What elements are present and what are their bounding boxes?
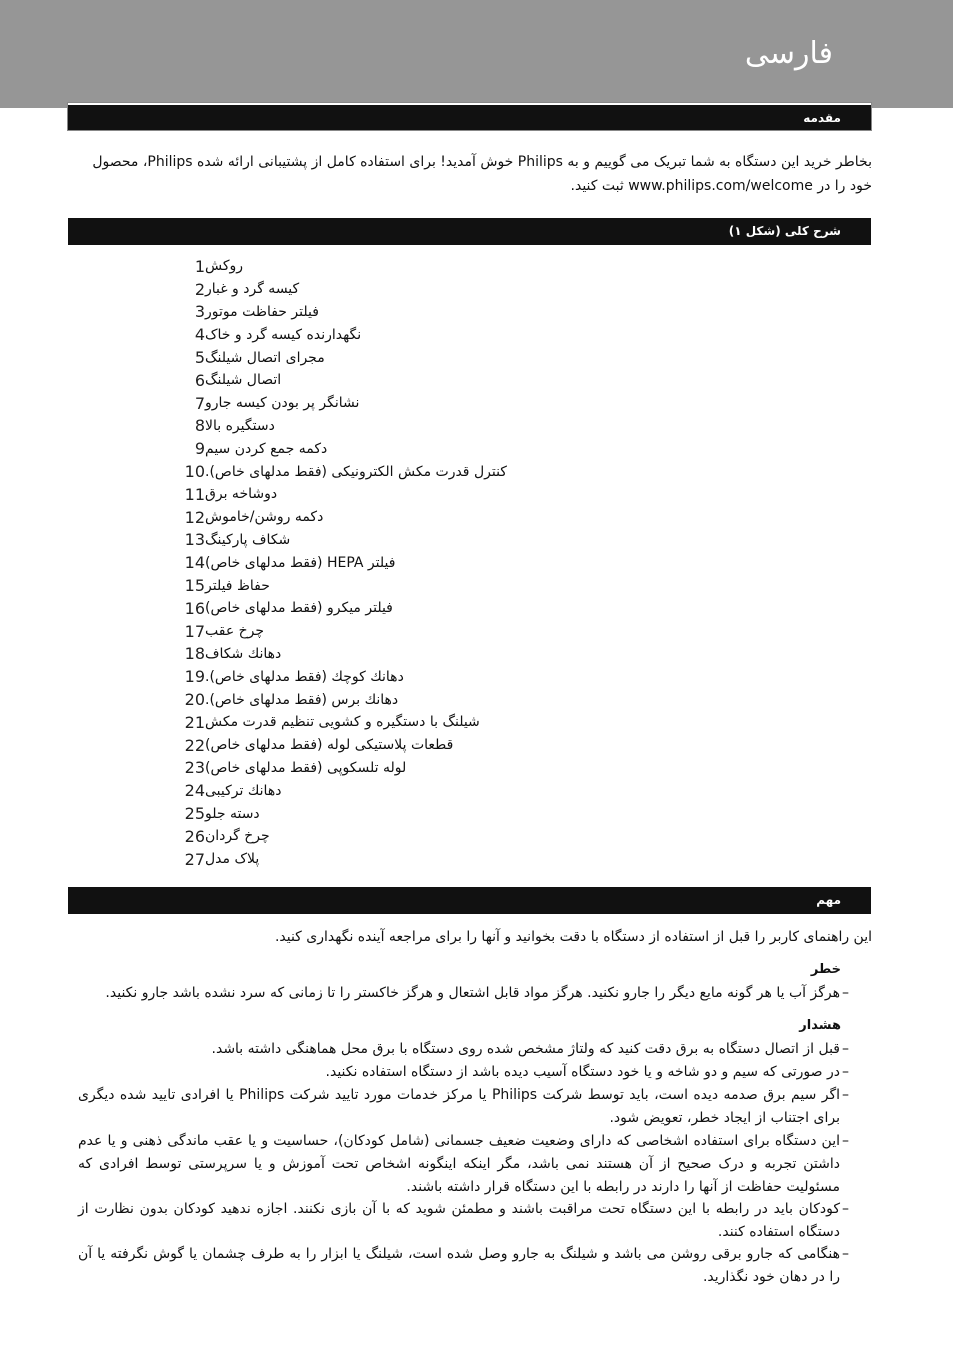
part-item [173,643,873,666]
part-item [173,825,873,848]
part-label: لوله تلسکوپی (فقط مدلهای خاص) [205,759,407,776]
part-label: پلاک مدل [205,851,260,868]
part-item [173,597,873,620]
part-item [173,665,873,688]
intro-paragraph: بخاطر خرید این دستگاه به شما تبریک می گوییم و به Philips خوش آمدید! برای استفاده کامل از پشتیبانی ارائه شده Philips، محصول خود را در www.philips.com/welcome ثبت کنید. [92,154,872,194]
part-item [173,301,873,324]
bullet-dash: – [842,1041,849,1057]
part-label: دوشاخه برق [205,486,278,503]
bullet-dash: – [842,1133,849,1149]
part-number: 20 [184,690,205,710]
part-item [173,278,873,301]
part-item [173,779,873,802]
section-heading-overview: شرح کلی (شکل ۱) [68,218,871,245]
warning-item [76,1130,872,1199]
part-label: نگهدارنده کیسه گرد و خاک [205,326,362,343]
part-item [173,688,873,711]
danger-title: خطر [810,962,841,977]
part-label: دهانك كوچك (فقط مدلهای خاص). [205,668,404,685]
part-label: فیلتر میکرو (فقط مدلهای خاص) [205,600,393,617]
part-number: 22 [184,735,205,755]
part-number: 26 [184,826,205,846]
part-label: مجرای اتصال شیلنگ [205,349,325,366]
part-item [173,529,873,552]
part-number: 6 [194,370,205,390]
part-label: دکمه روشن/خاموش [205,509,324,526]
part-label: دکمه جمع کردن سیم [205,440,328,457]
warning-item [76,1084,872,1130]
part-number: 21 [184,712,205,732]
part-item [173,369,873,392]
part-item [173,848,873,871]
bullet-dash: – [842,985,849,1001]
part-item [173,802,873,825]
part-number: 24 [184,781,205,801]
part-label: چرخ گردان [205,828,270,845]
part-number: 19 [184,667,205,687]
part-number: 8 [194,416,205,436]
bullet-dash: – [842,1246,849,1262]
part-item [173,437,873,460]
bullet-dash: – [842,1201,849,1217]
warning-item-text: در صورتی که سیم و دو شاخه و یا خود دستگاه آسیب دیده باشد از دستگاه استفاده نکنید. [325,1064,840,1080]
part-label: چرخ عقب [205,623,265,640]
part-number: 14 [184,553,205,573]
warning-title: هشدار [799,1018,841,1033]
part-item [173,346,873,369]
part-item [173,415,873,438]
bullet-dash: – [842,1087,849,1103]
header-band [0,0,953,108]
warning-item-text: کودکان باید در رابطه با این دستگاه تحت مراقبت باشند و مطمئن شوید که با آن بازی نکنند. اجازه ندهید کودکان بدون نظارت از دستگاه استفاده کنند. [78,1201,840,1240]
part-number: 13 [184,530,205,550]
part-number: 1 [194,256,205,276]
part-item [173,392,873,415]
part-label: دسته جلو [205,805,260,822]
part-item [173,460,873,483]
part-number: 15 [184,576,205,596]
part-number: 23 [184,758,205,778]
danger-item [76,982,872,1005]
part-item [173,255,873,278]
part-label: حفاظ فیلتر [205,577,270,594]
part-label: دهانك تركيبی [205,782,282,799]
part-item [173,711,873,734]
part-label: قطعات پلاستیکی لوله (فقط مدلهای خاص) [205,737,454,754]
part-number: 5 [194,348,205,368]
part-label: دستگیره بالا [205,417,275,434]
part-number: 2 [194,279,205,299]
part-label: کیسه گرد و غبار [205,281,300,298]
warning-item [76,1198,872,1244]
part-number: 7 [194,393,205,413]
important-intro: این راهنمای کاربر را قبل از استفاده از دستگاه با دقت بخوانید و آنها را برای مراجعه آینده نگهداری کنید. [274,929,872,945]
part-number: 11 [184,484,205,504]
warning-item-text: هنگامی که جارو برقی روشن می باشد و شیلنگ به جارو وصل شده است، شیلنگ یا ابزار را به طرف چشمان یا گوش نگرفته یا آن را در دهان خود نگذارید. [78,1246,840,1285]
part-item [173,483,873,506]
part-item [173,757,873,780]
section-heading-important: مهم [68,887,871,914]
part-item [173,734,873,757]
warning-item-text: قبل از اتصال دستگاه به برق دقت کنید که ولتاژ مشخص شده روی دستگاه با برق محل هماهنگی داشته باشد. [211,1041,840,1057]
warning-item [76,1038,872,1061]
part-number: 4 [194,325,205,345]
bullet-dash: – [842,1064,849,1080]
part-label: نشانگر پر بودن کیسه جارو [205,395,360,412]
section-heading-intro: مقدمه [68,103,871,130]
part-label: دهانك برس (فقط مدلهای خاص). [205,691,399,708]
part-item [173,551,873,574]
part-item [173,620,873,643]
part-number: 27 [184,849,205,869]
part-number: 3 [194,302,205,322]
warning-item [76,1061,872,1084]
part-item [173,574,873,597]
part-label: دهانك شكاف [205,645,282,662]
parts-list [173,255,873,871]
part-label: اتصال شیلنگ [205,372,282,389]
part-number: 12 [184,507,205,527]
part-label: روکش [205,258,244,275]
warning-item-text: این دستگاه برای استفاده اشخاصی که دارای وضعیت ضعیف جسمانی (شامل کودکان)، حساسیت و یا عقب ماندگی ذهنی و یا عدم داشتن تجربه و درک صحیح از آن هستند نمی باشد، مگر اینکه اینگونه اشخاص تحت آموزش و یا سرپرستی توسط افرادی که مسئولیت حفاظت از آنها را دارند در رابطه با این دستگاه قرار داشته باشند. [78,1133,840,1195]
part-label: فیلتر HEPA (فقط مدلهای خاص) [205,554,396,571]
part-number: 10 [184,462,205,482]
part-number: 18 [184,644,205,664]
part-label: کنترل قدرت مکش الکترونیکی (فقط مدلهای خاص). [205,463,507,480]
part-number: 25 [184,804,205,824]
part-number: 16 [184,598,205,618]
part-label: فیلتر حفاظت موتور [205,303,319,320]
part-item [173,506,873,529]
warning-item [76,1243,872,1289]
part-number: 17 [184,621,205,641]
part-item [173,323,873,346]
part-label: شیلنگ با دستگیره و کشویی تنظیم قدرت مکش [205,714,480,731]
language-title: فارسی [744,36,833,71]
warning-item-text: اگر سیم برق صدمه دیده است، باید توسط شرکت Philips یا مرکز خدمات مورد تایید شرکت Philips یا افرادی تایید شده دیگری برای اجتناب از ایجاد خطر، تعویض شود. [78,1087,840,1126]
part-number: 9 [194,439,205,459]
danger-item-text: هرگز آب یا هر گونه مایع دیگر را جارو نکنید. هرگز مواد قابل اشتعال و هرگز خاکستر را تا زمانی که سرد نشده باشد جارو نکنید. [105,985,840,1001]
part-label: شکاف پارکینگ [205,531,291,548]
